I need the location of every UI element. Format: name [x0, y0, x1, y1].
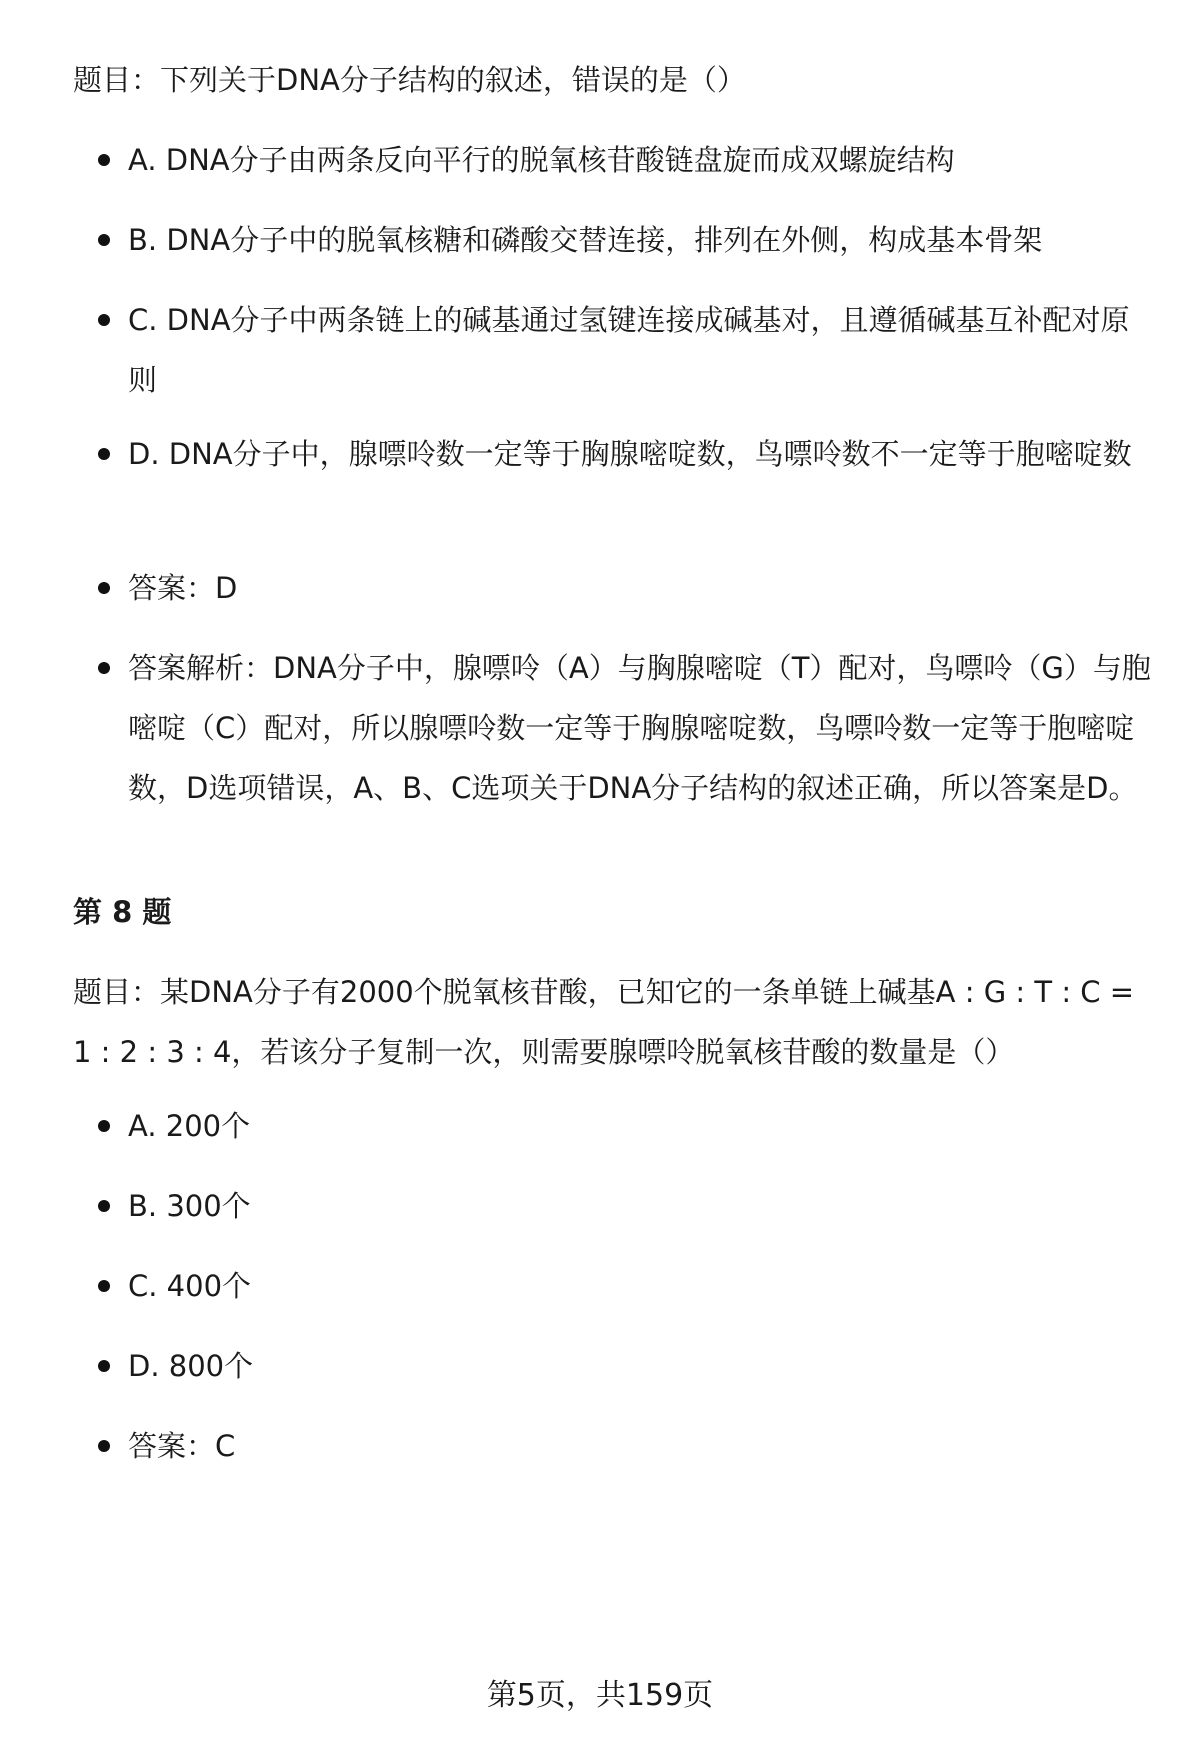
option-text: C. 400个: [128, 1269, 252, 1303]
bullet-icon: [98, 448, 110, 460]
answer-item: [128, 558, 1158, 618]
bullet-icon: [98, 154, 110, 166]
analysis-item: [128, 638, 1158, 818]
bullet-icon: [98, 582, 110, 594]
bullet-icon: [98, 1360, 110, 1372]
option-text: D. 800个: [128, 1349, 254, 1383]
option-text: C. DNA分子中两条链上的碱基通过氢键连接成碱基对，且遵循碱基互补配对原则: [128, 303, 1130, 397]
answer-text: 答案：D: [128, 571, 238, 605]
option-text: D. DNA分子中，腺嘌呤数一定等于胸腺嘧啶数，鸟嘌呤数不一定等于胞嘧啶数: [128, 437, 1132, 471]
page-number-footer: 第5页，共159页: [486, 1678, 714, 1713]
bullet-icon: [98, 1120, 110, 1132]
option-item: [128, 1256, 1158, 1316]
option-item: [128, 130, 1158, 190]
option-text: B. 300个: [128, 1189, 251, 1223]
bullet-icon: [98, 1200, 110, 1212]
option-item: [128, 1336, 1158, 1396]
bullet-icon: [98, 662, 110, 674]
question-7-text: 题目：下列关于DNA分子结构的叙述，错误的是（）: [73, 63, 746, 97]
option-item: [128, 1096, 1158, 1156]
bullet-icon: [98, 234, 110, 246]
option-item: [128, 1176, 1158, 1236]
answer-text: 答案：C: [128, 1429, 236, 1463]
option-item: [128, 210, 1158, 270]
option-text: B. DNA分子中的脱氧核糖和磷酸交替连接，排列在外侧，构成基本骨架: [128, 223, 1043, 257]
answer-item: [128, 1416, 1158, 1476]
bullet-icon: [98, 1280, 110, 1292]
option-item: [128, 424, 1158, 484]
option-text: A. DNA分子由两条反向平行的脱氧核苷酸链盘旋而成双螺旋结构: [128, 143, 955, 177]
option-item: [128, 290, 1158, 410]
bullet-icon: [98, 314, 110, 326]
question-8-text: 题目：某DNA分子有2000个脱氧核苷酸，已知它的一条单链上碱基A : G : T : C = 1 : 2 : 3 : 4，若该分子复制一次，则需要腺嘌呤脱氧核苷酸的数量是（）: [73, 975, 1135, 1069]
question-8-heading: 第 8 题: [73, 895, 172, 929]
bullet-icon: [98, 1440, 110, 1452]
option-text: A. 200个: [128, 1109, 251, 1143]
analysis-text: 答案解析：DNA分子中，腺嘌呤（A）与胸腺嘧啶（T）配对，鸟嘌呤（G）与胞嘧啶（C）配对，所以腺嘌呤数一定等于胸腺嘧啶数，鸟嘌呤数一定等于胞嘧啶数，D选项错误，A、B、C选项关于DNA分子结构的叙述正确，所以答案是D。: [128, 651, 1151, 805]
